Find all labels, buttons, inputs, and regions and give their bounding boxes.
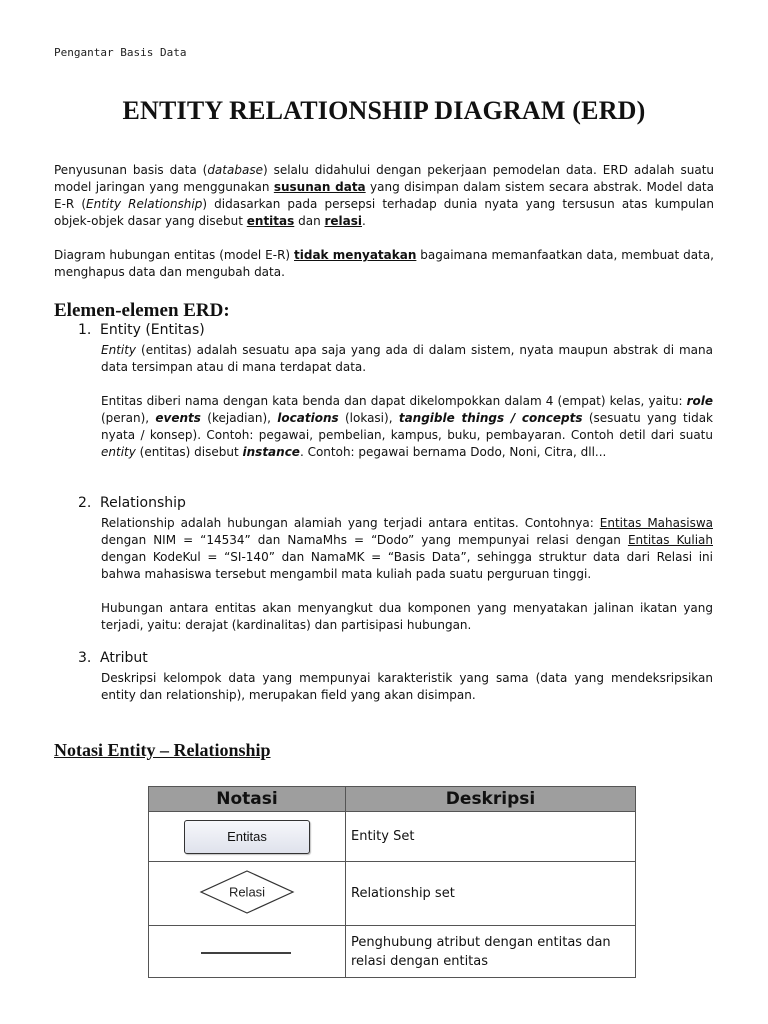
table-header-deskripsi: Deskripsi (346, 787, 636, 812)
page-title: ENTITY RELATIONSHIP DIAGRAM (ERD) (122, 96, 646, 125)
item-atribut-paragraph: Deskripsi kelompok data yang mempunyai karakteristik yang sama (data yang mendeksripsikan entity dan relationship), merupakan field yang akan disimpan. (101, 671, 713, 702)
running-header: Pengantar Basis Data (54, 46, 187, 59)
term-entity-relationship: Entity Relationship (86, 197, 203, 211)
term-relasi: relasi (324, 214, 363, 228)
term-database: database (207, 163, 263, 177)
term-tidak-menyatakan: tidak menyatakan (294, 248, 417, 262)
term-susunan-data: susunan data (273, 180, 366, 194)
relationship-description: Relationship set (346, 862, 636, 926)
item-entity-paragraph-2: Entitas diberi nama dengan kata benda dan dapat dikelompokkan dalam 4 (empat) kelas, yaitu: role (peran), events (kejadian), locations (lokasi), tangible things / concepts (sesuatu yang tidak nyata / konsep). Contoh: pegawai, pembelian, kampus, buku, pembayaran. Contoh detil dari suatu entity (entitas) disebut instance. Contoh: pegawai bernama Dodo, Noni, Citra, dll... (101, 394, 713, 459)
item-entity-heading: 1. Entity (Entitas) (78, 322, 205, 338)
item-relationship-paragraph-2: Hubungan antara entitas akan menyangkut dua komponen yang menyatakan jalinan ikatan yang terjadi, yaitu: derajat (kardinalitas) dan partisipasi hubungan. (101, 601, 713, 632)
item-entity-paragraph-1: Entity (entitas) adalah sesuatu apa saja yang ada di dalam sistem, nyata maupun abstrak di mana data tersimpan atau di mana terdapat data. (101, 343, 713, 374)
relationship-diamond-label: Relasi (228, 884, 266, 899)
connector-symbol-cell (149, 926, 346, 978)
entity-description: Entity Set (346, 812, 636, 862)
intro-paragraph-2: Diagram hubungan entitas (model E-R) tidak menyatakan bagaimana memanfaatkan data, membuat data, menghapus data dan mengubah data. (54, 248, 714, 279)
connector-line-symbol (197, 947, 297, 957)
table-row (149, 812, 636, 862)
connector-description: Penghubung atribut dengan entitas dan relasi dengan entitas (346, 926, 636, 978)
relationship-diamond-symbol (199, 869, 295, 915)
item-relationship-heading: 2. Relationship (78, 495, 186, 511)
table-header-notasi: Notasi (149, 787, 346, 812)
table-row (149, 862, 636, 926)
item-atribut-heading: 3. Atribut (78, 650, 148, 666)
table-row (149, 926, 636, 978)
entity-rectangle-symbol: Entitas (184, 820, 310, 854)
term-entitas: entitas (246, 214, 295, 228)
notation-table (148, 786, 636, 978)
notasi-heading: Notasi Entity – Relationship (54, 740, 271, 760)
item-relationship-paragraph-1: Relationship adalah hubungan alamiah yang terjadi antara entitas. Contohnya: Entitas Mahasiswa dengan NIM = “14534” dan NamaMhs = “Dodo” yang mempunyai relasi dengan Entitas Kuliah dengan KodeKul = “SI-140” dan NamaMK = “Basis Data”, sehingga struktur data dari Relasi ini bahwa mahasiswa tersebut mengambil mata kuliah pada suatu perguruan tinggi. (101, 516, 713, 581)
intro-paragraph-1: Penyusunan basis data (database) selalu didahului dengan pekerjaan pemodelan data. ERD adalah suatu model jaringan yang menggunakan susunan data yang disimpan dalam sistem secara abstrak. Model data E-R (Entity Relationship) didasarkan pada persepsi terhadap dunia nyata yang tersusun atas kumpulan objek-objek dasar yang disebut entitas dan relasi. (54, 163, 715, 228)
entity-symbol-cell (149, 812, 346, 862)
relationship-symbol-cell (149, 862, 346, 926)
elemen-heading: Elemen-elemen ERD: (54, 300, 230, 321)
